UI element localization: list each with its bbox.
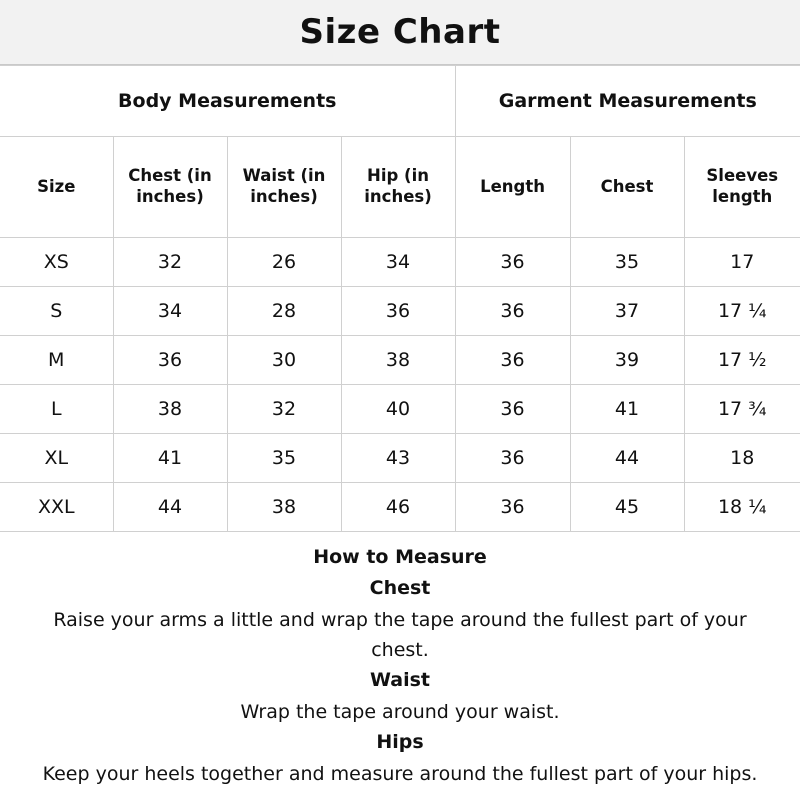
cell-body-chest: 36: [113, 336, 227, 385]
cell-garment-sleeves: 17 ¾: [684, 385, 800, 434]
cell-garment-chest: 39: [570, 336, 684, 385]
cell-garment-chest: 35: [570, 238, 684, 287]
cell-garment-length: 36: [455, 434, 570, 483]
cell-garment-chest: 45: [570, 483, 684, 532]
table-row: [0, 434, 800, 483]
note-heading-waist: Waist: [369, 669, 430, 692]
cell-garment-length: 36: [455, 287, 570, 336]
group-header-garment-measurements: Garment Measurements: [455, 66, 800, 137]
cell-garment-sleeves: 17 ½: [684, 336, 800, 385]
cell-garment-sleeves: 17 ¼: [684, 287, 800, 336]
note-body-waist: Wrap the tape around your waist.: [240, 700, 560, 723]
cell-garment-length: 36: [455, 483, 570, 532]
cell-body-waist: 32: [227, 385, 341, 434]
column-header-body-waist: Waist (in inches): [227, 137, 341, 238]
cell-garment-sleeves: 18 ¼: [684, 483, 800, 532]
cell-body-waist: 28: [227, 287, 341, 336]
column-header-garment-sleeves-length: Sleeves length: [684, 137, 800, 238]
cell-size: S: [0, 287, 113, 336]
cell-size: M: [0, 336, 113, 385]
table-row: [0, 336, 800, 385]
table-group-header-row: [0, 66, 800, 137]
column-header-size: Size: [0, 137, 113, 238]
cell-garment-chest: 44: [570, 434, 684, 483]
document-header: [0, 0, 800, 65]
cell-garment-chest: 37: [570, 287, 684, 336]
column-header-garment-length: Length: [455, 137, 570, 238]
cell-body-hip: 34: [341, 238, 455, 287]
cell-size: XXL: [0, 483, 113, 532]
cell-body-hip: 46: [341, 483, 455, 532]
cell-body-hip: 43: [341, 434, 455, 483]
cell-garment-length: 36: [455, 385, 570, 434]
cell-body-chest: 38: [113, 385, 227, 434]
group-header-body-measurements: Body Measurements: [0, 66, 455, 137]
table-row: [0, 385, 800, 434]
column-header-garment-chest: Chest: [570, 137, 684, 238]
note-heading-hips: Hips: [376, 731, 424, 754]
size-chart-table: [0, 65, 800, 532]
how-to-measure-title: How to Measure: [313, 546, 487, 568]
cell-body-hip: 36: [341, 287, 455, 336]
table-row: [0, 238, 800, 287]
cell-body-hip: 38: [341, 336, 455, 385]
cell-body-waist: 26: [227, 238, 341, 287]
how-to-measure-section: [0, 532, 800, 800]
cell-garment-sleeves: 18: [684, 434, 800, 483]
note-body-hips: Keep your heels together and measure around the fullest part of your hips.: [42, 762, 758, 785]
cell-body-chest: 41: [113, 434, 227, 483]
table-header-row: [0, 137, 800, 238]
cell-body-waist: 30: [227, 336, 341, 385]
cell-body-chest: 34: [113, 287, 227, 336]
cell-body-waist: 35: [227, 434, 341, 483]
cell-body-chest: 32: [113, 238, 227, 287]
table-row: [0, 287, 800, 336]
cell-garment-length: 36: [455, 238, 570, 287]
cell-garment-length: 36: [455, 336, 570, 385]
column-header-body-chest: Chest (in inches): [113, 137, 227, 238]
note-body-chest: Raise your arms a little and wrap the tape around the fullest part of your chest.: [53, 608, 747, 662]
note-heading-chest: Chest: [369, 577, 431, 600]
cell-size: L: [0, 385, 113, 434]
cell-size: XS: [0, 238, 113, 287]
table-row: [0, 483, 800, 532]
column-header-body-hip: Hip (in inches): [341, 137, 455, 238]
cell-body-hip: 40: [341, 385, 455, 434]
cell-body-waist: 38: [227, 483, 341, 532]
cell-garment-sleeves: 17: [684, 238, 800, 287]
cell-body-chest: 44: [113, 483, 227, 532]
cell-garment-chest: 41: [570, 385, 684, 434]
cell-size: XL: [0, 434, 113, 483]
page-title: Size Chart: [299, 12, 501, 52]
